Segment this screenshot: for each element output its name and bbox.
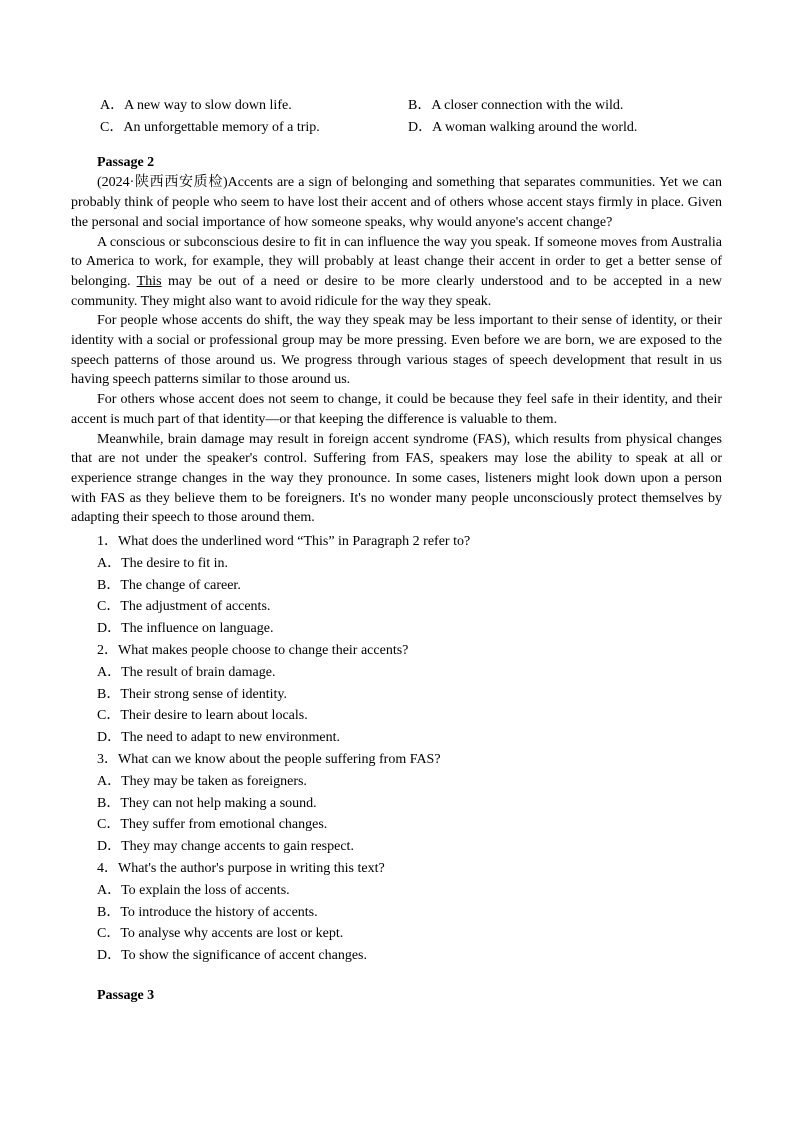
passage2-paragraph-5: Meanwhile, brain damage may result in foreign accent syndrome (FAS), which results from physical changes that are not under the speaker's control. Suffering from FAS, speakers may lose the ability to speak at all or experience strange changes in the way they pronounce. In some cases, listeners might look down upon a person with FAS as they believe them to be foreigners. It's no wonder many people unconsciously protect themselves by adapting their speech to those around them. (71, 431, 722, 526)
passage2-paragraph-2 (71, 233, 722, 312)
question-2-option-b: B．Their strong sense of identity. (97, 686, 288, 702)
question-4-option-d: D．To show the significance of accent changes. (97, 948, 367, 964)
question-3-option-c: C．They suffer from emotional changes. (97, 817, 328, 833)
question-3-stem: 3．What can we know about the people suffering from FAS? (97, 752, 441, 768)
question-2-stem: 2．What makes people choose to change their accents? (97, 643, 409, 659)
answer-option-b: B．A closer connection with the wild. (408, 98, 624, 113)
question-4-option-b: B．To introduce the history of accents. (97, 904, 318, 920)
question-1-option-a: A．The desire to fit in. (97, 555, 229, 571)
question-4-option-a: A．To explain the loss of accents. (97, 882, 290, 898)
passage2-paragraph-3: For people whose accents do shift, the way they speak may be less important to their sense of identity, or their identity with a social or professional group may be more pressing. Even before we are born, we are exposed to the speech patterns of those around us. We progress through various stages of speech development that result in us having speech patterns similar to those around us. (71, 313, 722, 388)
option-row-1 (71, 95, 722, 117)
underlined-word-this: This (136, 273, 162, 289)
paragraph-2-text-after: may be out of a need or desire to be more clearly understood and to be accepted in a new community. They might also want to avoid ridicule for the way they speak. (71, 273, 722, 309)
question-1-option-c: C．The adjustment of accents. (97, 599, 271, 615)
question-2-option-a: A．The result of brain damage. (97, 664, 276, 680)
passage2-questions (71, 531, 722, 967)
question-1-option-b: B．The change of career. (97, 577, 241, 593)
answer-option-c: C．An unforgettable memory of a trip. (100, 119, 320, 135)
question-4-option-c: C．To analyse why accents are lost or kept. (97, 926, 344, 942)
passage2-heading: Passage 2 (97, 154, 155, 170)
question-1-option-d: D．The influence on language. (97, 621, 274, 637)
answer-option-d: D．A woman walking around the world. (408, 119, 638, 135)
question-1-stem: 1．What does the underlined word “This” in Paragraph 2 refer to? (97, 534, 471, 550)
question-4-stem: 4．What's the author's purpose in writing this text? (97, 861, 385, 876)
option-row-2 (71, 117, 722, 139)
previous-question-options (71, 95, 722, 139)
question-3-option-b: B．They can not help making a sound. (97, 795, 317, 811)
answer-option-a: A．A new way to slow down life. (100, 98, 292, 113)
question-3-option-d: D．They may change accents to gain respect. (97, 839, 354, 855)
passage2-paragraph-1: (2024·陕西西安质检)Accents are a sign of belonging and something that separates communities. Yet we can probably think of people who seem to have lost their accent and of others whose accent stays firmly in place. Given the personal and social importance of how someone speaks, why would anyone's accent change? (71, 175, 722, 230)
paragraph-2-text-before: A conscious or subconscious desire to fit in can influence the way you speak. If someone moves from Australia to America to work, for example, they will probably at least change their accent in order to get a better sense of belonging. (71, 234, 722, 289)
question-3-option-a: A．They may be taken as foreigners. (97, 773, 307, 789)
passage3-heading: Passage 3 (97, 987, 155, 1003)
passage2-paragraph-4: For others whose accent does not seem to change, it could be because they feel safe in their identity, and their accent is much part of that identity—or that keeping the difference is valuable to them. (71, 392, 722, 427)
question-2-option-c: C．Their desire to learn about locals. (97, 708, 308, 724)
question-2-option-d: D．The need to adapt to new environment. (97, 730, 340, 746)
